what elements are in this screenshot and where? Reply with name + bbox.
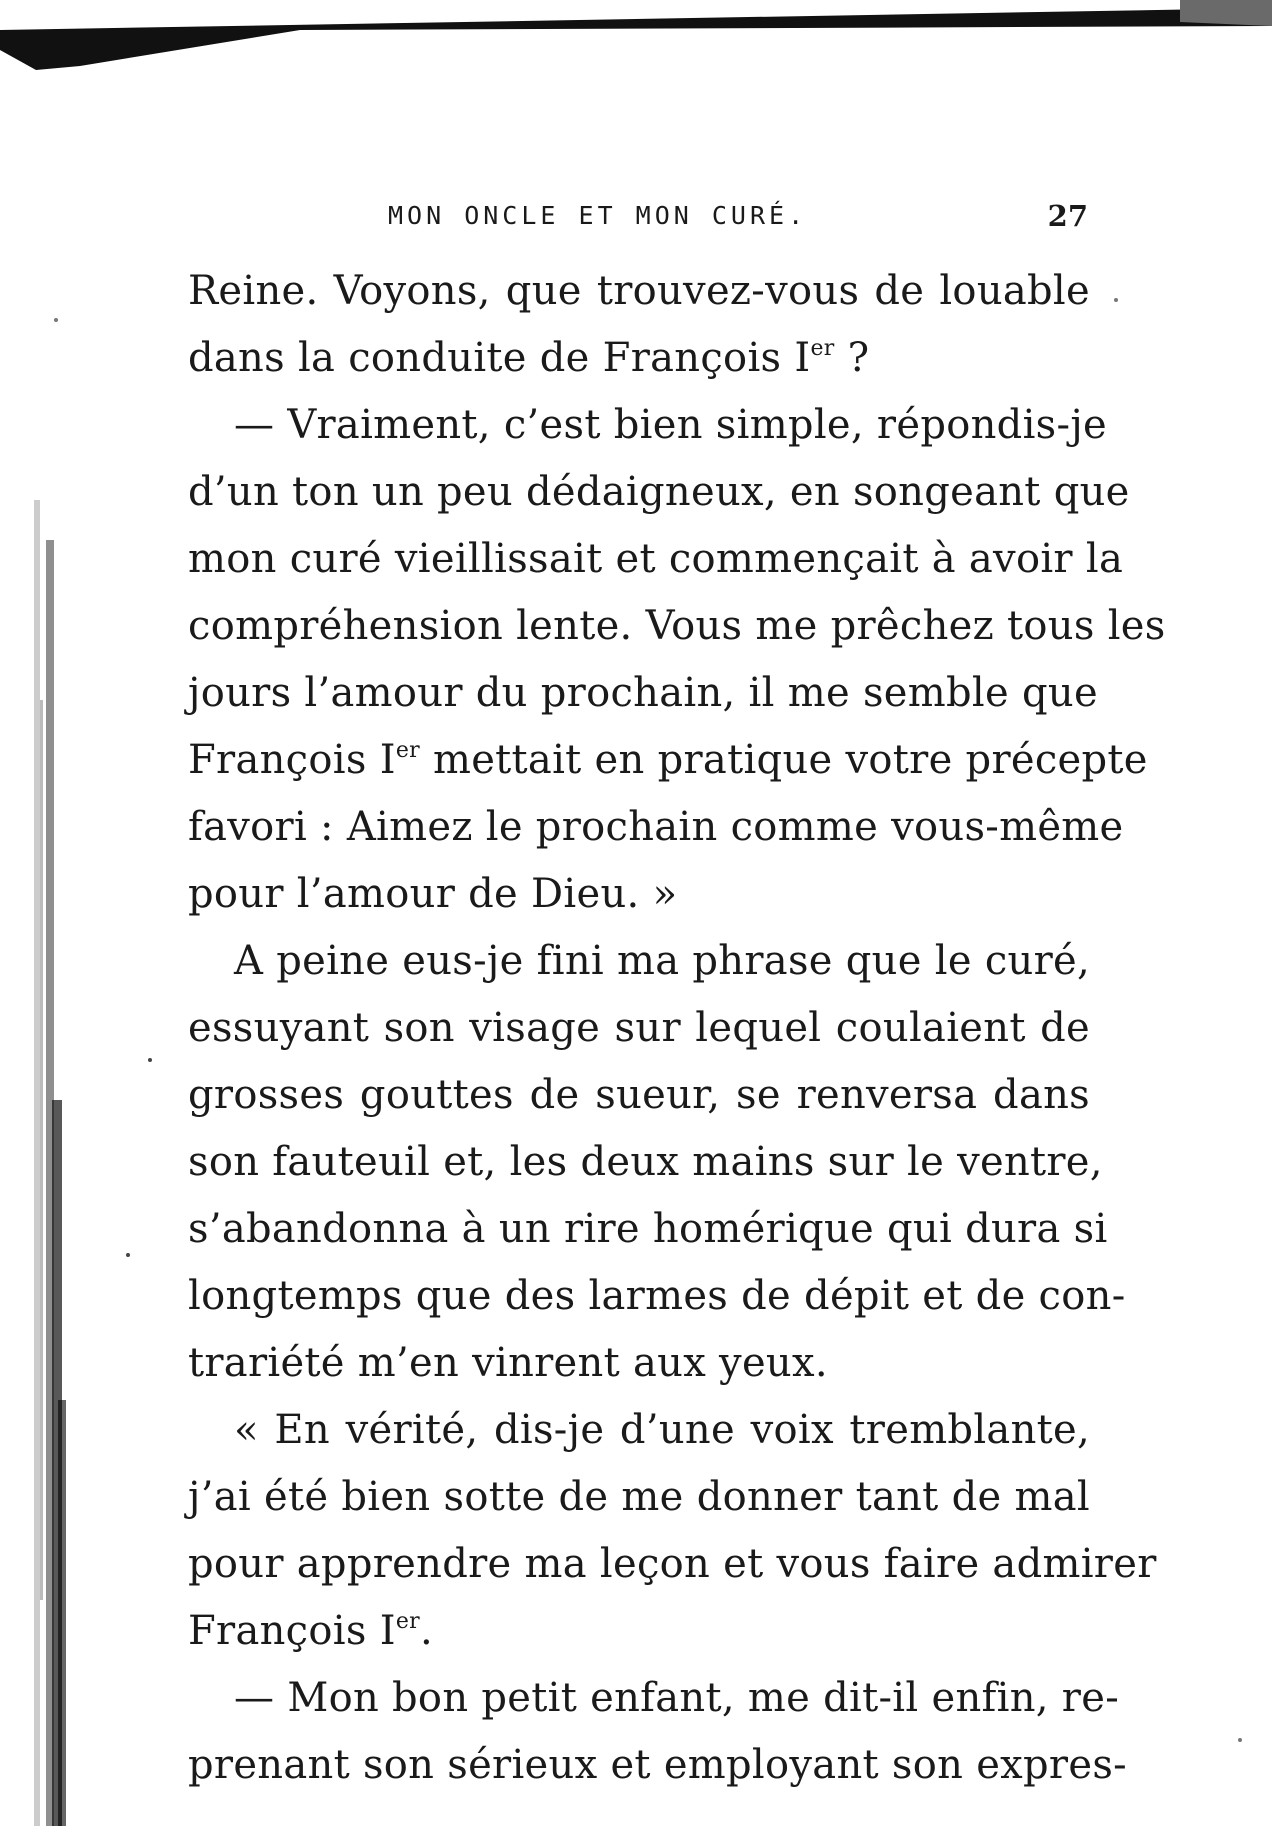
text-line: Reine. Voyons, que trouvez-vous de louable [188, 268, 1090, 314]
text-line: son fauteuil et, les deux mains sur le ventre, [188, 1139, 1103, 1185]
text-line: jours l’amour du prochain, il me semble que [188, 670, 1098, 716]
text-line: j’ai été bien sotte de me donner tant de mal [188, 1474, 1090, 1520]
text-line: favori : Aimez le prochain comme vous-même [188, 804, 1124, 850]
text-line: prenant son sérieux et employant son expres- [188, 1742, 1127, 1788]
text-line: dans la conduite de François Ier ? [188, 335, 870, 381]
text-line: d’un ton un peu dédaigneux, en songeant que [188, 469, 1130, 515]
text-line: pour l’amour de Dieu. » [188, 871, 678, 917]
body-text [188, 258, 1166, 1799]
text-line: trariété m’en vinrent aux yeux. [188, 1340, 828, 1386]
text-line: A peine eus-je fini ma phrase que le curé, [234, 938, 1090, 984]
text-line: grosses gouttes de sueur, se renversa dans [188, 1072, 1090, 1118]
text-line: François Ier. [188, 1608, 433, 1654]
text-line: essuyant son visage sur lequel coulaient de [188, 1005, 1090, 1051]
text-line: s’abandonna à un rire homérique qui dura si [188, 1206, 1108, 1252]
running-head [188, 196, 1088, 236]
text-line: compréhension lente. Vous me prêchez tous les [188, 603, 1166, 649]
running-title: MON ONCLE ET MON CURÉ. [388, 201, 808, 230]
text-line: — Mon bon petit enfant, me dit-il enfin, re- [234, 1675, 1120, 1721]
text-line: longtemps que des larmes de dépit et de con- [188, 1273, 1126, 1319]
text-line: — Vraiment, c’est bien simple, répondis-je [234, 402, 1107, 448]
text-line: François Ier mettait en pratique votre précepte [188, 737, 1148, 783]
text-line: mon curé vieillissait et commençait à avoir la [188, 536, 1124, 582]
text-line: pour apprendre ma leçon et vous faire admirer [188, 1541, 1157, 1587]
page-number: 27 [1047, 199, 1088, 233]
text-line: « En vérité, dis-je d’une voix tremblante, [234, 1407, 1090, 1453]
